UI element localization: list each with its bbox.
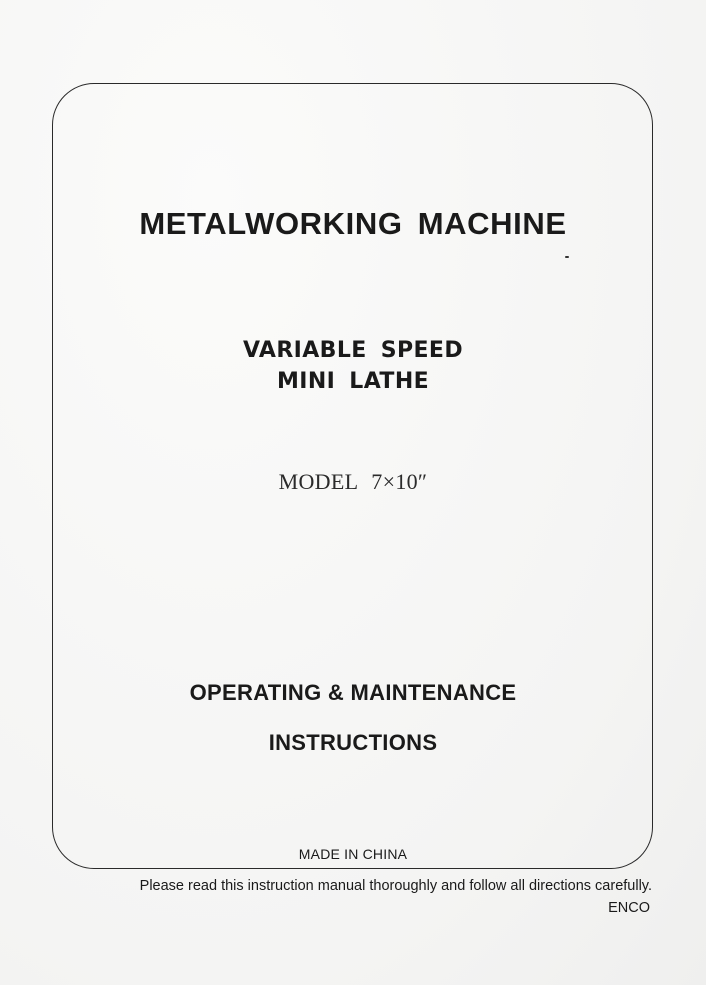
instruction-notice: Please read this instruction manual thoroughly and follow all directions carefully. [139, 878, 652, 894]
country-of-origin: MADE IN CHINA [298, 846, 408, 862]
section-heading-line-2: INSTRUCTIONS [268, 730, 438, 755]
subtitle-line-1: VARIABLE SPEED [242, 338, 464, 363]
model-number: MODEL 7×10″ [278, 469, 428, 494]
section-heading-line-1: OPERATING & MAINTENANCE [189, 680, 517, 705]
print-speck [565, 256, 569, 258]
subtitle-line-2: MINI LATHE [276, 369, 430, 394]
document-title: METALWORKING MACHINE [139, 206, 567, 241]
brand-name: ENCO [608, 900, 650, 916]
